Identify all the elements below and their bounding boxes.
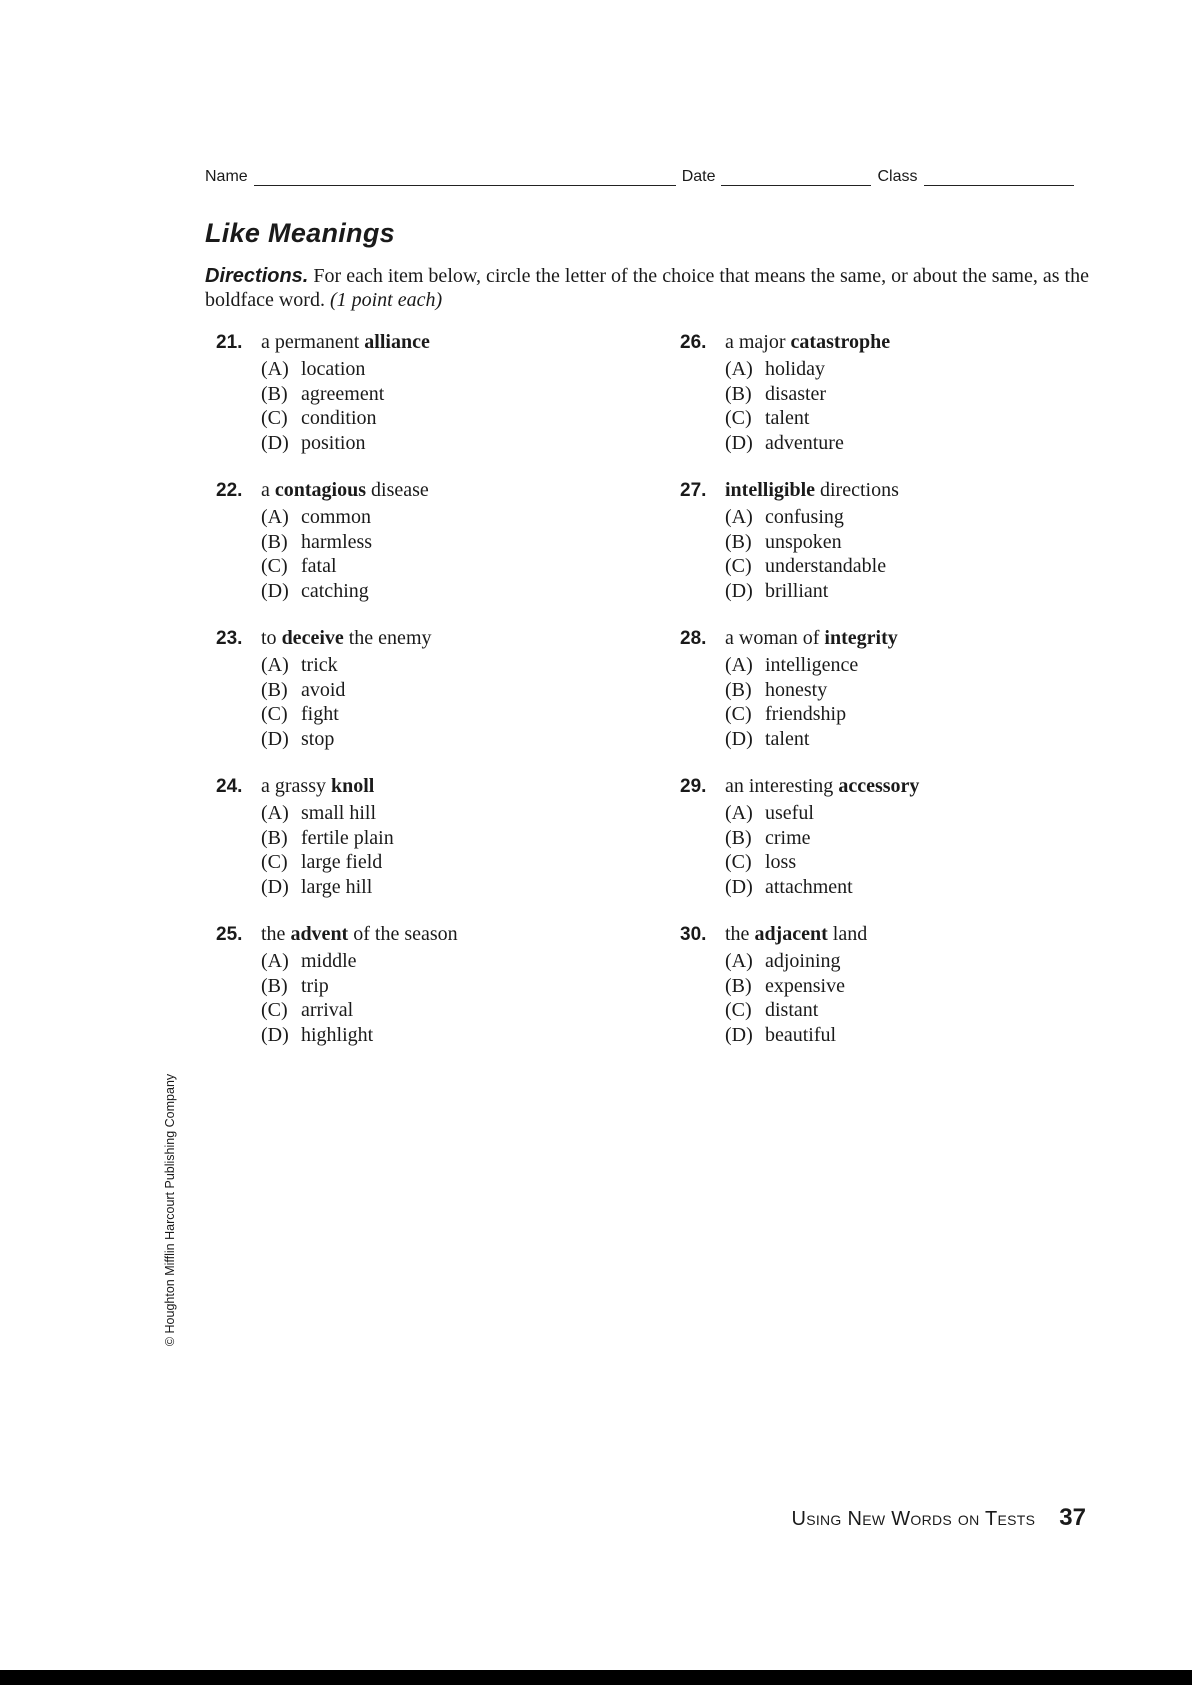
question-number: 30. xyxy=(680,924,707,945)
choice-list xyxy=(261,357,656,455)
answer-choice[interactable] xyxy=(261,727,656,752)
choice-text: useful xyxy=(765,802,814,824)
question-number: 24. xyxy=(216,776,243,797)
choice-list xyxy=(261,801,656,899)
choice-text: crime xyxy=(765,826,811,849)
choice-text: honesty xyxy=(765,678,828,701)
choice-letter[interactable]: (D) xyxy=(261,875,289,898)
choice-text: understandable xyxy=(765,555,887,577)
answer-choice[interactable] xyxy=(725,875,1120,900)
choice-text: large hill xyxy=(301,875,373,898)
choice-letter[interactable]: (C) xyxy=(261,703,288,725)
question-item xyxy=(680,774,1120,922)
question-text xyxy=(261,922,458,946)
answer-choice[interactable] xyxy=(725,727,1120,752)
choice-letter[interactable]: (C) xyxy=(725,555,752,577)
choice-text: intelligence xyxy=(765,654,859,676)
question-text-post: directions xyxy=(815,479,899,501)
question-stem xyxy=(680,774,1120,798)
footer-title: Using New Words on Tests xyxy=(791,1508,1036,1530)
choice-text: distant xyxy=(765,999,819,1021)
boldface-word: catastrophe xyxy=(790,331,891,353)
choice-letter[interactable]: (A) xyxy=(261,506,289,528)
choice-text: friendship xyxy=(765,703,847,725)
answer-choice[interactable] xyxy=(261,875,656,900)
answer-choice[interactable] xyxy=(261,530,656,555)
choice-letter[interactable]: (C) xyxy=(261,851,288,873)
choice-text: highlight xyxy=(301,1023,374,1046)
question-item xyxy=(216,330,656,478)
question-text xyxy=(261,626,432,650)
question-text-pre: a woman of xyxy=(725,627,825,649)
choice-list xyxy=(261,653,656,751)
choice-text: small hill xyxy=(301,802,376,824)
question-number: 25. xyxy=(216,924,243,945)
choice-text: loss xyxy=(765,851,797,873)
answer-choice[interactable] xyxy=(261,653,656,678)
question-text xyxy=(725,478,899,502)
question-text xyxy=(725,922,867,946)
answer-choice[interactable] xyxy=(725,505,1120,530)
answer-choice[interactable] xyxy=(261,974,656,999)
choice-letter[interactable]: (A) xyxy=(261,950,289,972)
question-stem xyxy=(216,774,656,798)
answer-choice[interactable] xyxy=(261,554,656,579)
choice-text: middle xyxy=(301,950,357,972)
answer-choice[interactable] xyxy=(261,382,656,407)
question-item xyxy=(680,626,1120,774)
question-stem xyxy=(680,922,1120,946)
directions xyxy=(205,264,1089,312)
answer-choice[interactable] xyxy=(725,998,1120,1023)
choice-text: holiday xyxy=(765,358,825,380)
choice-text: talent xyxy=(765,407,810,429)
choice-letter[interactable]: (B) xyxy=(261,678,288,701)
question-text-pre: an interesting xyxy=(725,775,839,797)
question-text xyxy=(725,774,919,798)
choice-letter[interactable]: (C) xyxy=(725,703,752,725)
choice-letter[interactable]: (C) xyxy=(261,999,288,1021)
answer-choice[interactable] xyxy=(725,801,1120,826)
choice-text: avoid xyxy=(301,678,346,701)
choice-letter[interactable]: (B) xyxy=(261,826,288,849)
choice-text: trick xyxy=(301,654,338,676)
boldface-word: intelligible xyxy=(725,479,815,501)
answer-choice[interactable] xyxy=(725,554,1120,579)
choice-letter[interactable]: (B) xyxy=(261,530,288,553)
choice-letter[interactable]: (A) xyxy=(261,802,289,824)
answer-choice[interactable] xyxy=(261,949,656,974)
question-text-pre: the xyxy=(725,923,755,945)
page-title: Like Meanings xyxy=(205,218,395,248)
answer-choice[interactable] xyxy=(261,998,656,1023)
question-text xyxy=(261,774,374,798)
choice-letter[interactable]: (B) xyxy=(725,530,752,553)
choice-letter[interactable]: (D) xyxy=(725,875,753,898)
choice-text: adventure xyxy=(765,431,844,454)
answer-choice[interactable] xyxy=(261,406,656,431)
question-number: 21. xyxy=(216,332,243,353)
choice-letter[interactable]: (B) xyxy=(725,826,752,849)
answer-choice[interactable] xyxy=(261,505,656,530)
boldface-word: deceive xyxy=(281,627,344,649)
answer-choice[interactable] xyxy=(725,579,1120,604)
question-stem xyxy=(680,478,1120,502)
choice-text: harmless xyxy=(301,530,373,553)
choice-text: stop xyxy=(301,727,335,750)
choice-text: unspoken xyxy=(765,530,842,553)
boldface-word: accessory xyxy=(838,775,920,797)
choice-letter[interactable]: (A) xyxy=(725,358,753,380)
page-footer xyxy=(791,1504,1086,1532)
choice-letter[interactable]: (D) xyxy=(261,579,289,602)
choice-letter[interactable]: (D) xyxy=(725,1023,753,1046)
choice-letter[interactable]: (B) xyxy=(261,382,288,405)
answer-choice[interactable] xyxy=(725,678,1120,703)
choice-letter[interactable]: (D) xyxy=(725,579,753,602)
choice-letter[interactable]: (D) xyxy=(261,1023,289,1046)
choice-text: trip xyxy=(301,974,329,997)
answer-choice[interactable] xyxy=(725,1023,1120,1048)
choice-letter[interactable]: (A) xyxy=(261,654,289,676)
question-text-pre: to xyxy=(261,627,282,649)
boldface-word: adjacent xyxy=(754,923,828,945)
question-number: 29. xyxy=(680,776,707,797)
question-number: 22. xyxy=(216,480,243,501)
question-number: 28. xyxy=(680,628,707,649)
choice-text: condition xyxy=(301,407,377,429)
date-label: Date xyxy=(681,168,716,185)
choice-letter[interactable]: (A) xyxy=(725,654,753,676)
answer-choice[interactable] xyxy=(261,850,656,875)
choice-letter[interactable]: (D) xyxy=(261,727,289,750)
answer-choice[interactable] xyxy=(261,826,656,851)
question-text-pre: a permanent xyxy=(261,331,365,353)
class-field[interactable] xyxy=(924,171,1074,186)
choice-letter[interactable]: (B) xyxy=(725,678,752,701)
page-number: 37 xyxy=(1059,1504,1086,1531)
question-item xyxy=(216,626,656,774)
choice-text: talent xyxy=(765,727,810,750)
choice-list xyxy=(725,505,1120,603)
question-text xyxy=(261,478,429,502)
choice-letter[interactable]: (A) xyxy=(725,950,753,972)
choice-letter[interactable]: (C) xyxy=(725,999,752,1021)
answer-choice[interactable] xyxy=(725,850,1120,875)
choice-letter[interactable]: (D) xyxy=(261,431,289,454)
choice-text: disaster xyxy=(765,382,827,405)
answer-choice[interactable] xyxy=(725,702,1120,727)
answer-choice[interactable] xyxy=(725,530,1120,555)
choice-text: arrival xyxy=(301,999,354,1021)
class-label: Class xyxy=(877,168,918,185)
choice-text: expensive xyxy=(765,974,845,997)
choice-letter[interactable]: (B) xyxy=(725,382,752,405)
question-text-pre: the xyxy=(261,923,291,945)
answer-choice[interactable] xyxy=(261,1023,656,1048)
question-stem xyxy=(216,478,656,502)
question-stem xyxy=(216,922,656,946)
answer-choice[interactable] xyxy=(261,678,656,703)
choice-letter[interactable]: (C) xyxy=(261,555,288,577)
choice-letter[interactable]: (D) xyxy=(725,431,753,454)
answer-choice[interactable] xyxy=(725,431,1120,456)
choice-letter[interactable]: (B) xyxy=(725,974,752,997)
answer-choice[interactable] xyxy=(261,579,656,604)
choice-text: fight xyxy=(301,703,339,725)
question-item xyxy=(680,922,1120,1070)
choice-list xyxy=(725,949,1120,1047)
name-field[interactable] xyxy=(254,171,676,186)
right-question-column xyxy=(680,330,1120,1070)
choice-text: attachment xyxy=(765,875,853,898)
question-item xyxy=(216,478,656,626)
question-text-post: land xyxy=(827,923,868,945)
choice-text: fatal xyxy=(301,555,337,577)
choice-text: confusing xyxy=(765,506,844,528)
answer-choice[interactable] xyxy=(261,431,656,456)
question-number: 26. xyxy=(680,332,707,353)
answer-choice[interactable] xyxy=(725,382,1120,407)
choice-text: brilliant xyxy=(765,579,829,602)
name-label: Name xyxy=(205,168,248,185)
answer-choice[interactable] xyxy=(261,801,656,826)
boldface-word: contagious xyxy=(274,479,367,501)
points-note: (1 point each) xyxy=(329,289,443,311)
question-text-pre: a xyxy=(261,479,275,501)
answer-choice[interactable] xyxy=(725,826,1120,851)
date-field[interactable] xyxy=(721,171,871,186)
choice-text: agreement xyxy=(301,382,385,405)
question-text-post: disease xyxy=(366,479,429,501)
answer-choice[interactable] xyxy=(261,357,656,382)
choice-letter[interactable]: (A) xyxy=(725,802,753,824)
choice-letter[interactable]: (C) xyxy=(261,407,288,429)
answer-choice[interactable] xyxy=(725,357,1120,382)
choice-letter[interactable]: (C) xyxy=(725,407,752,429)
scan-edge-bar xyxy=(0,1670,1192,1685)
boldface-word: alliance xyxy=(364,331,430,353)
question-item xyxy=(680,478,1120,626)
choice-text: position xyxy=(301,431,366,454)
choice-letter[interactable]: (C) xyxy=(725,851,752,873)
choice-list xyxy=(725,653,1120,751)
question-item xyxy=(680,330,1120,478)
question-stem xyxy=(216,330,656,354)
answer-choice[interactable] xyxy=(725,406,1120,431)
choice-letter[interactable]: (D) xyxy=(725,727,753,750)
directions-label: Directions. xyxy=(205,265,309,287)
choice-text: fertile plain xyxy=(301,826,394,849)
answer-choice[interactable] xyxy=(725,653,1120,678)
question-item xyxy=(216,774,656,922)
choice-letter[interactable]: (A) xyxy=(725,506,753,528)
question-text-pre: a grassy xyxy=(261,775,331,797)
choice-text: beautiful xyxy=(765,1023,837,1046)
choice-text: adjoining xyxy=(765,950,841,972)
choice-list xyxy=(725,801,1120,899)
choice-text: catching xyxy=(301,579,369,602)
left-question-column xyxy=(216,330,656,1070)
copyright-notice: © Houghton Mifflin Harcourt Publishing Company xyxy=(163,1073,177,1347)
question-number: 27. xyxy=(680,480,707,501)
answer-choice[interactable] xyxy=(725,949,1120,974)
question-stem xyxy=(680,330,1120,354)
choice-letter[interactable]: (A) xyxy=(261,358,289,380)
choice-text: large field xyxy=(301,851,383,873)
question-stem xyxy=(216,626,656,650)
boldface-word: integrity xyxy=(824,627,898,649)
directions-text: For each item below, circle the letter of the choice that means the same, or about the same, as the boldface word. xyxy=(205,265,1089,311)
choice-text: location xyxy=(301,358,366,380)
student-info-header xyxy=(205,168,1080,186)
choice-letter[interactable]: (B) xyxy=(261,974,288,997)
choice-list xyxy=(725,357,1120,455)
boldface-word: advent xyxy=(290,923,349,945)
question-text-post: the enemy xyxy=(343,627,432,649)
question-text xyxy=(725,626,898,650)
choice-text: common xyxy=(301,506,371,528)
question-stem xyxy=(680,626,1120,650)
question-number: 23. xyxy=(216,628,243,649)
question-text-post: of the season xyxy=(348,923,458,945)
answer-choice[interactable] xyxy=(261,702,656,727)
question-item xyxy=(216,922,656,1070)
choice-list xyxy=(261,949,656,1047)
question-text xyxy=(725,330,890,354)
answer-choice[interactable] xyxy=(725,974,1120,999)
question-text-pre: a major xyxy=(725,331,791,353)
boldface-word: knoll xyxy=(330,775,375,797)
choice-list xyxy=(261,505,656,603)
question-text xyxy=(261,330,430,354)
